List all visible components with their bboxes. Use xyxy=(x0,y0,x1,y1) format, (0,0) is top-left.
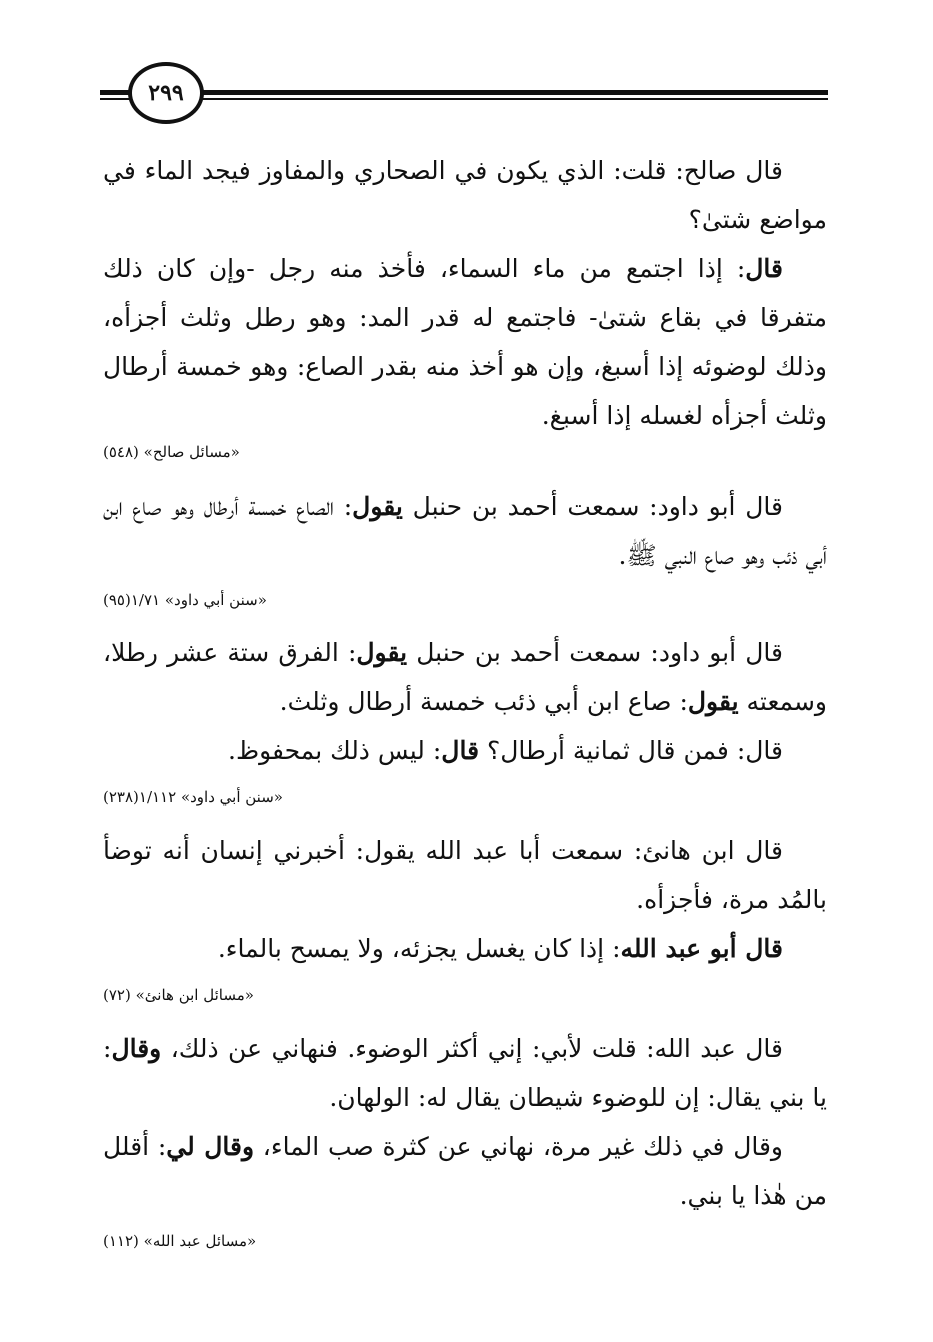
paragraph xyxy=(103,1122,827,1220)
citation-text: «مسائل عبد الله» (١١٢) xyxy=(103,1232,257,1250)
paragraph-text xyxy=(103,244,827,440)
header-rule-thin xyxy=(100,98,828,100)
paragraph xyxy=(103,482,827,580)
text-run: قال أبو داود: سمعت أحمد بن حنبل xyxy=(402,492,783,521)
paragraph xyxy=(103,1024,827,1122)
paragraph xyxy=(103,826,827,924)
bold-keyword: قال xyxy=(745,254,783,283)
citation-text: «سنن أبي داود» ١/١١٢(٢٣٨) xyxy=(103,788,283,806)
bold-keyword: قال xyxy=(441,736,480,765)
source-citation xyxy=(103,441,827,463)
paragraph-text xyxy=(103,628,827,726)
text-run: : الصاع خمسة أرطال وهو صاع ابن أبي ذئب وهو صاع النبي ﷺ. xyxy=(103,492,827,570)
text-run: : إذا اجتمع من ماء السماء، فأخذ منه رجل -وإن كان ذلك متفرقا في بقاع شتىٰ- فاجتمع له قدر المد: وهو رطل وثلث أجزأه، وذلك لوضوئه إذا أسبغ، وإن هو أخذ منه بقدر الصاع: وهو خمسة أرطال وثلث أجزأه لغسله إذا أسبغ. xyxy=(103,254,827,430)
paragraph-text xyxy=(103,1122,827,1220)
text-run: : ليس ذلك بمحفوظ. xyxy=(228,736,442,765)
bold-keyword: يقول xyxy=(356,638,408,667)
text-run: : أقلل من هٰذا يا بني. xyxy=(103,1132,827,1210)
source-citation xyxy=(103,1230,827,1252)
paragraph xyxy=(103,146,827,244)
paragraph xyxy=(103,924,827,973)
header-rule-thick xyxy=(100,90,828,95)
paragraph-text xyxy=(103,482,827,580)
bold-keyword: وقال لي xyxy=(166,1132,255,1161)
text-run: : يا بني يقال: إن للوضوء شيطان يقال له: الولهان. xyxy=(103,1034,827,1112)
paragraph-text xyxy=(103,1024,827,1122)
source-citation xyxy=(103,589,827,611)
text-run: وقال في ذلك غير مرة، نهاني عن كثرة صب الماء، xyxy=(254,1132,784,1161)
paragraph-text xyxy=(103,826,827,924)
text-run: قال عبد الله: قلت لأبي: إني أكثر الوضوء. فنهاني عن ذلك، xyxy=(161,1034,783,1063)
bold-keyword: يقول xyxy=(352,492,403,521)
page-number: ٢٩٩ xyxy=(128,62,204,124)
citation-text: «مسائل ابن هانئ» (٧٢) xyxy=(103,986,254,1004)
paragraph-text xyxy=(103,924,827,973)
citation-text: «سنن أبي داود» ١/٧١(٩٥) xyxy=(103,591,267,609)
source-citation xyxy=(103,786,827,808)
paragraph-text xyxy=(103,146,827,244)
paragraph xyxy=(103,628,827,726)
paragraph xyxy=(103,244,827,440)
source-citation xyxy=(103,984,827,1006)
bold-keyword: وقال xyxy=(111,1034,162,1063)
bold-keyword: يقول xyxy=(687,687,739,716)
text-run: قال صالح: قلت: الذي يكون في الصحاري والمفاوز فيجد الماء في مواضع شتىٰ؟ xyxy=(103,156,827,234)
text-run: قال أبو داود: سمعت أحمد بن حنبل xyxy=(407,638,783,667)
citation-text: «مسائل صالح» (٥٤٨) xyxy=(103,443,240,461)
text-run: : الفرق ستة عشر رطلا، وسمعته xyxy=(103,638,827,716)
paragraph xyxy=(103,726,827,775)
text-run: : صاع ابن أبي ذئب خمسة أرطال وثلث. xyxy=(279,687,688,716)
paragraph-text xyxy=(103,726,827,775)
text-run: قال ابن هانئ: سمعت أبا عبد الله يقول: أخبرني إنسان أنه توضأ بالمُد مرة، فأجزأه. xyxy=(103,836,827,914)
bold-keyword: قال أبو عبد الله xyxy=(620,934,783,963)
text-run: قال: فمن قال ثمانية أرطال؟ xyxy=(479,736,783,765)
text-run: : إذا كان يغسل يجزئه، ولا يمسح بالماء. xyxy=(217,934,621,963)
